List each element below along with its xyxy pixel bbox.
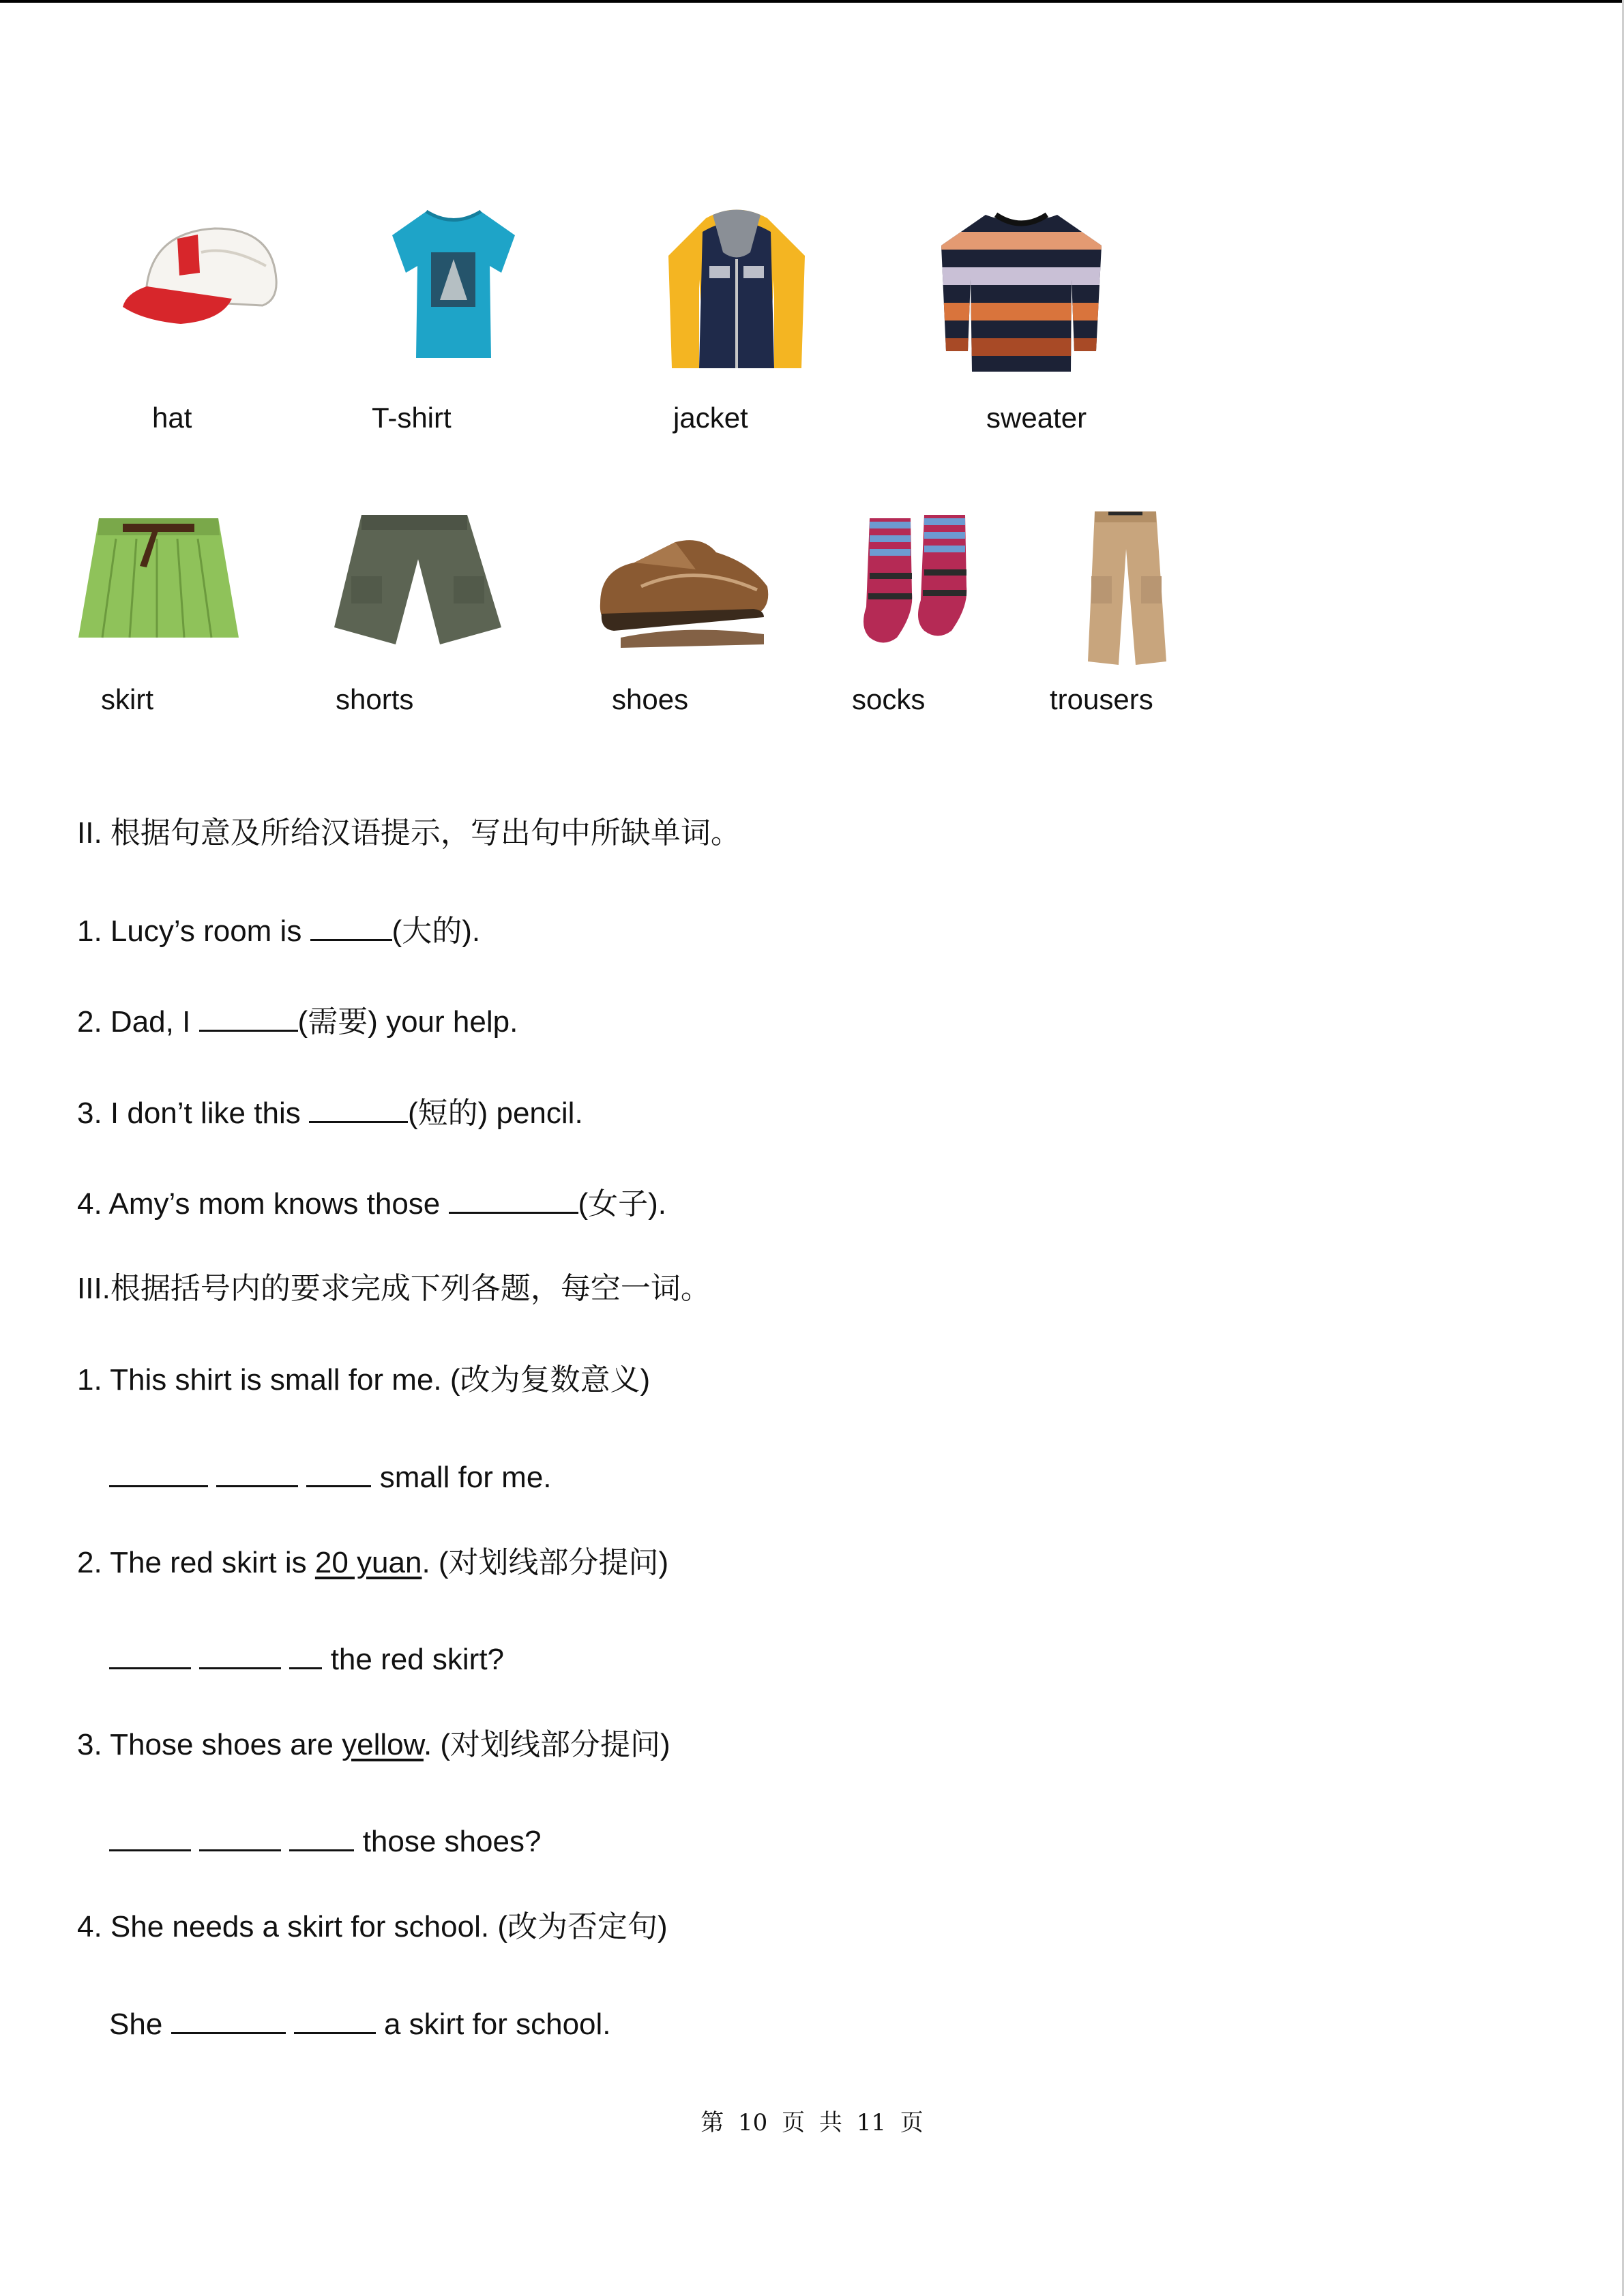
clothing-label-sweater: sweater [986,402,1087,434]
answer-blank[interactable] [294,2003,376,2034]
section-3-question-3: 3. Those shoes are yellow. (对划线部分提问) [77,1728,670,1761]
section-3-answer-4: She a skirt for school. [109,2003,611,2040]
page-footer: 第 10 页 共 11 页 [700,2109,924,2136]
section-3-question-2: 2. The red skirt is 20 yuan. (对划线部分提问) [77,1546,669,1579]
tshirt-icon [389,205,518,361]
answer-blank[interactable] [171,2003,286,2034]
answer-blank[interactable] [216,1457,298,1487]
clothing-label-jacket: jacket [673,402,748,434]
clothing-label-trousers: trousers [1050,683,1153,715]
section-2-question-4: 4. Amy’s mom knows those (女子). [77,1183,666,1219]
section-2-question-3: 3. I don’t like this (短的) pencil. [77,1092,583,1129]
section-3-answer-3: those shoes? [109,1821,541,1857]
underlined-part: 20 yuan [314,1546,422,1579]
answer-blank[interactable] [289,1821,354,1851]
section-3-heading: III.根据括号内的要求完成下列各题，每空一词。 [77,1272,711,1305]
answer-blank[interactable] [309,1092,408,1123]
clothing-label-hat: hat [152,402,192,434]
answer-blank[interactable] [109,1639,191,1669]
answer-blank[interactable] [199,1639,281,1669]
clothing-label-shorts: shorts [336,683,414,715]
section-3-answer-2: the red skirt? [109,1639,504,1675]
clothing-label-tshirt: T-shirt [372,402,452,434]
section-2-heading: II. 根据句意及所给汉语提示，写出句中所缺单词。 [77,816,741,850]
answer-blank[interactable] [199,1821,281,1851]
shoes-icon [593,522,774,651]
answer-blank[interactable] [199,1001,298,1032]
section-3-question-1: 1. This shirt is small for me. (改为复数意义) [77,1363,651,1397]
page-top-border [0,0,1624,3]
answer-blank[interactable] [449,1183,578,1214]
answer-blank[interactable] [109,1457,208,1487]
skirt-icon [75,511,242,648]
answer-blank[interactable] [289,1639,322,1669]
answer-blank[interactable] [109,1821,191,1851]
underlined-part: yellow [342,1728,424,1761]
section-3-question-4: 4. She needs a skirt for school. (改为否定句) [77,1910,668,1943]
cap-icon [119,218,283,334]
answer-blank[interactable] [310,910,392,941]
trousers-icon [1081,508,1170,668]
section-3-answer-1: small for me. [109,1457,552,1493]
sweater-icon [938,205,1105,375]
section-2-question-2: 2. Dad, I (需要) your help. [77,1001,518,1037]
answer-blank[interactable] [306,1457,371,1487]
jacket-icon [665,205,808,372]
section-2-question-1: 1. Lucy’s room is (大的). [77,910,480,946]
socks-icon [856,511,979,651]
clothing-label-socks: socks [852,683,926,715]
clothing-label-skirt: skirt [101,683,153,715]
clothing-label-shoes: shoes [612,683,689,715]
shorts-icon [331,511,505,648]
